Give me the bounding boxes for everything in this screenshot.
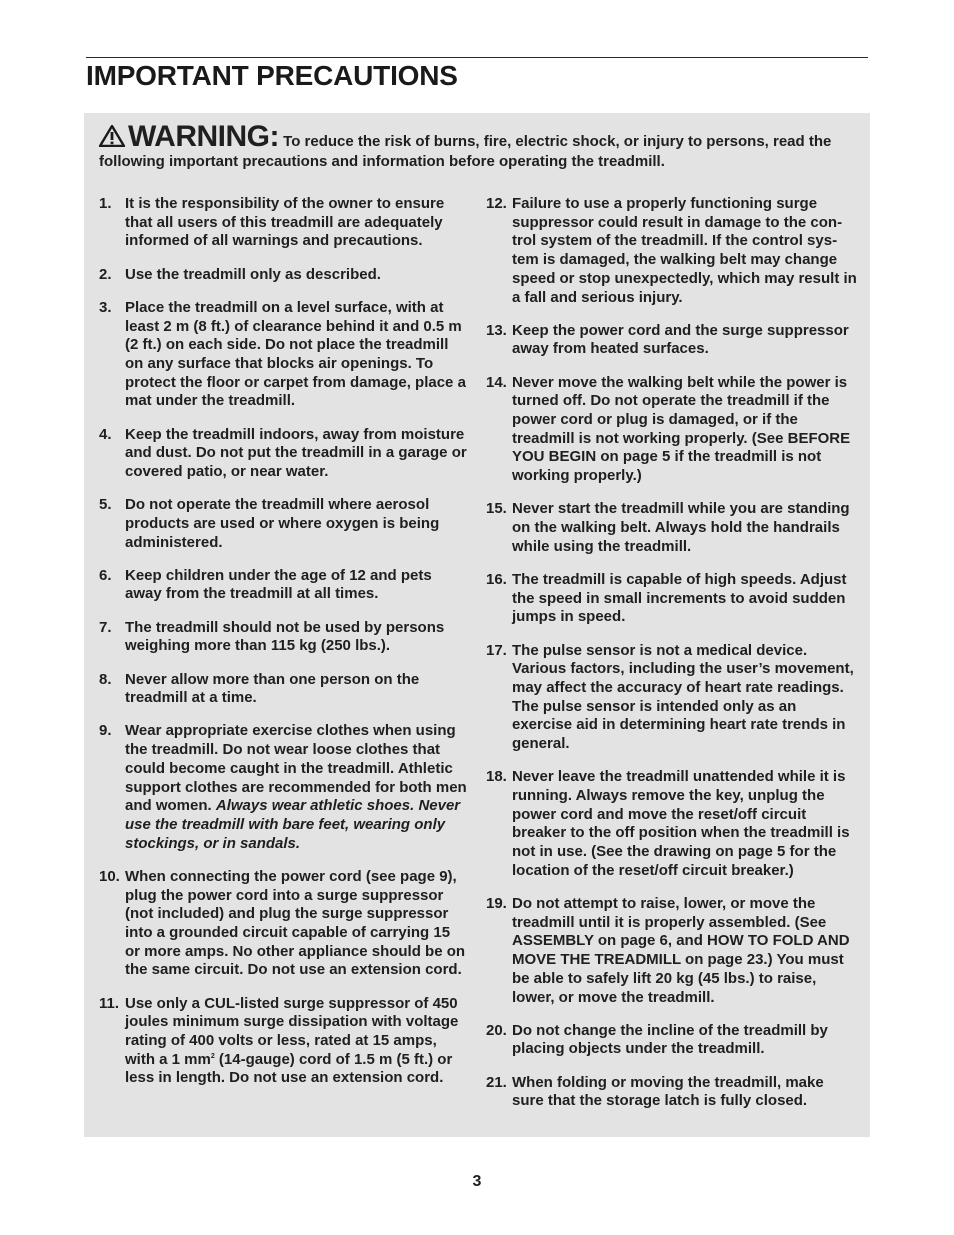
- item-number: 7.: [99, 618, 112, 636]
- item-text-after: (14-gauge) cord of 1.5 m (5 ft.) or less in length. Do not use an extension cord.: [125, 1050, 453, 1087]
- item-number: 3.: [99, 298, 112, 316]
- item-text: Never move the walking belt while the power is turned off. Do not operate the treadmill if the power cord or plug is damaged, or if the treadmill is not working properly. (See BEFORE YOU BEGIN on page 5 if the treadmill is not working properly.): [512, 373, 851, 485]
- item-text: When folding or moving the treadmill, make sure that the storage latch is fully closed.: [512, 1073, 824, 1110]
- precaution-item-6: [99, 567, 469, 604]
- item-text: Never leave the treadmill unattended while it is running. Always remove the key, unplug the power cord and move the reset/off circuit breaker to the off position when the treadmill is not in use. (See the drawing on page 5 for the location of the reset/off circuit breaker.): [512, 768, 850, 879]
- precaution-item-2: [99, 266, 469, 285]
- item-text: Failure to use a properly functioning surge suppressor could result in damage to the control system of the treadmill. If the control system is damaged, the walking belt may change speed or stop unexpectedly, which may result in a fall and serious injury.: [512, 195, 857, 306]
- item-number: 16.: [486, 570, 507, 588]
- item-text: The treadmill is capable of high speeds. Adjust the speed in small increments to avoid sudden jumps in speed.: [512, 570, 847, 626]
- item-text: Wear appropriate exercise clothes when using the treadmill. Do not wear loose clothes that could become caught in the treadmill. Athletic support clothes are recommended for both men and women.: [125, 722, 467, 815]
- page-number: 3: [472, 1173, 482, 1190]
- item-number: 8.: [99, 670, 112, 688]
- item-number: 15.: [486, 500, 507, 518]
- item-text: Keep children under the age of 12 and pets away from the treadmill at all times.: [125, 566, 432, 603]
- warning-text-part1: To reduce the risk of burns, fire, electric shock, or injury to persons, read the: [278, 133, 832, 150]
- precaution-item-10: [99, 868, 469, 980]
- page-title: IMPORTANT PRECAUTIONS: [86, 60, 458, 91]
- item-text: Use the treadmill only as described.: [125, 265, 381, 283]
- precaution-item-9: [99, 722, 469, 853]
- item-number: 5.: [99, 496, 112, 514]
- precaution-item-8: [99, 671, 469, 708]
- item-number: 17.: [486, 641, 507, 659]
- precaution-item-5: [99, 496, 469, 552]
- precautions-list-left: [99, 195, 469, 1103]
- item-emphasis: Always wear athletic shoes. Never use the treadmill with bare feet, wearing only stockings, or in sandals.: [125, 797, 461, 852]
- item-text: Use only a CUL-listed surge suppressor of 450 joules minimum surge dissipation with voltage rating of 400 volts or less, rated at 15 amps, with a 1 mm: [125, 994, 459, 1068]
- precaution-item-14: [486, 374, 858, 486]
- precaution-item-11: [99, 995, 469, 1089]
- item-text: When connecting the power cord (see page 9), plug the power cord into a surge suppressor (not included) and plug the surge suppressor into a grounded circuit capable of carrying 15 or more amps. No other appliance should be on the same circuit. Do not use an extension cord.: [125, 867, 466, 979]
- item-number: 20.: [486, 1021, 507, 1039]
- warning-block: [99, 122, 859, 171]
- warning-text-part2: following important precautions and information before operating the treadmill.: [99, 153, 665, 170]
- item-number: 4.: [99, 425, 112, 443]
- precaution-item-15: [486, 500, 858, 556]
- item-text: Never start the treadmill while you are standing on the walking belt. Always hold the handrails while using the treadmill.: [512, 500, 850, 555]
- item-text: Do not operate the treadmill where aerosol products are used or where oxygen is being administered.: [125, 496, 440, 551]
- precaution-item-13: [486, 322, 858, 359]
- item-number: 14.: [486, 373, 507, 391]
- precautions-list-right: [486, 195, 858, 1126]
- precaution-item-12: [486, 195, 858, 307]
- item-text: The treadmill should not be used by persons weighing more than 115 kg (250 lbs.).: [125, 618, 445, 655]
- precaution-item-17: [486, 642, 858, 754]
- item-text: It is the responsibility of the owner to ensure that all users of this treadmill are adequately informed of all warnings and precautions.: [125, 195, 445, 250]
- precaution-item-3: [99, 299, 469, 411]
- item-number: 19.: [486, 895, 507, 912]
- superscript-2: 2: [210, 1052, 215, 1060]
- warning-line-1: [99, 122, 859, 152]
- precaution-item-20: [486, 1022, 858, 1059]
- precaution-item-1: [99, 195, 469, 251]
- item-number: 13.: [486, 321, 507, 339]
- item-number: 21.: [486, 1073, 507, 1091]
- warning-heading: WARNING:: [128, 120, 279, 153]
- item-number: 1.: [99, 195, 112, 212]
- item-text: Place the treadmill on a level surface, with at least 2 m (8 ft.) of clearance behind it and 0.5 m (2 ft.) on each side. Do not place the treadmill on any surface that blocks air openings. To protect the floor or carpet from damage, place a mat under the treadmill.: [125, 298, 466, 410]
- item-text: Do not attempt to raise, lower, or move the treadmill until it is properly assembled. (See ASSEMBLY on page 6, and HOW TO FOLD AND MOVE THE TREADMILL on page 23.) You must be able to safely lift 20 kg (45 lbs.) to raise, lower, or move the treadmill.: [512, 895, 850, 1006]
- warning-triangle-icon: [99, 125, 125, 147]
- item-number: 11.: [99, 994, 120, 1012]
- item-text: Do not change the incline of the treadmill by placing objects under the treadmill.: [512, 1021, 828, 1058]
- item-number: 12.: [486, 195, 507, 212]
- item-text: Keep the power cord and the surge suppressor away from heated surfaces.: [512, 321, 849, 358]
- precaution-item-4: [99, 426, 469, 482]
- item-number: 9.: [99, 722, 112, 740]
- item-number: 18.: [486, 768, 507, 786]
- item-number: 2.: [99, 265, 112, 283]
- item-text: The pulse sensor is not a medical device. Various factors, including the user’s movement, may affect the accuracy of heart rate readings. The pulse sensor is intended only as an exercise aid in determining heart rate trends in general.: [512, 641, 854, 753]
- item-text: Never allow more than one person on the treadmill at a time.: [125, 670, 420, 707]
- precaution-item-16: [486, 571, 858, 627]
- precaution-item-18: [486, 768, 858, 880]
- item-number: 10.: [99, 867, 120, 885]
- precaution-item-19: [486, 895, 858, 1007]
- item-number: 6.: [99, 566, 112, 584]
- precaution-item-21: [486, 1074, 858, 1111]
- precaution-item-7: [99, 619, 469, 656]
- item-text: Keep the treadmill indoors, away from moisture and dust. Do not put the treadmill in a garage or covered patio, or near water.: [125, 425, 467, 480]
